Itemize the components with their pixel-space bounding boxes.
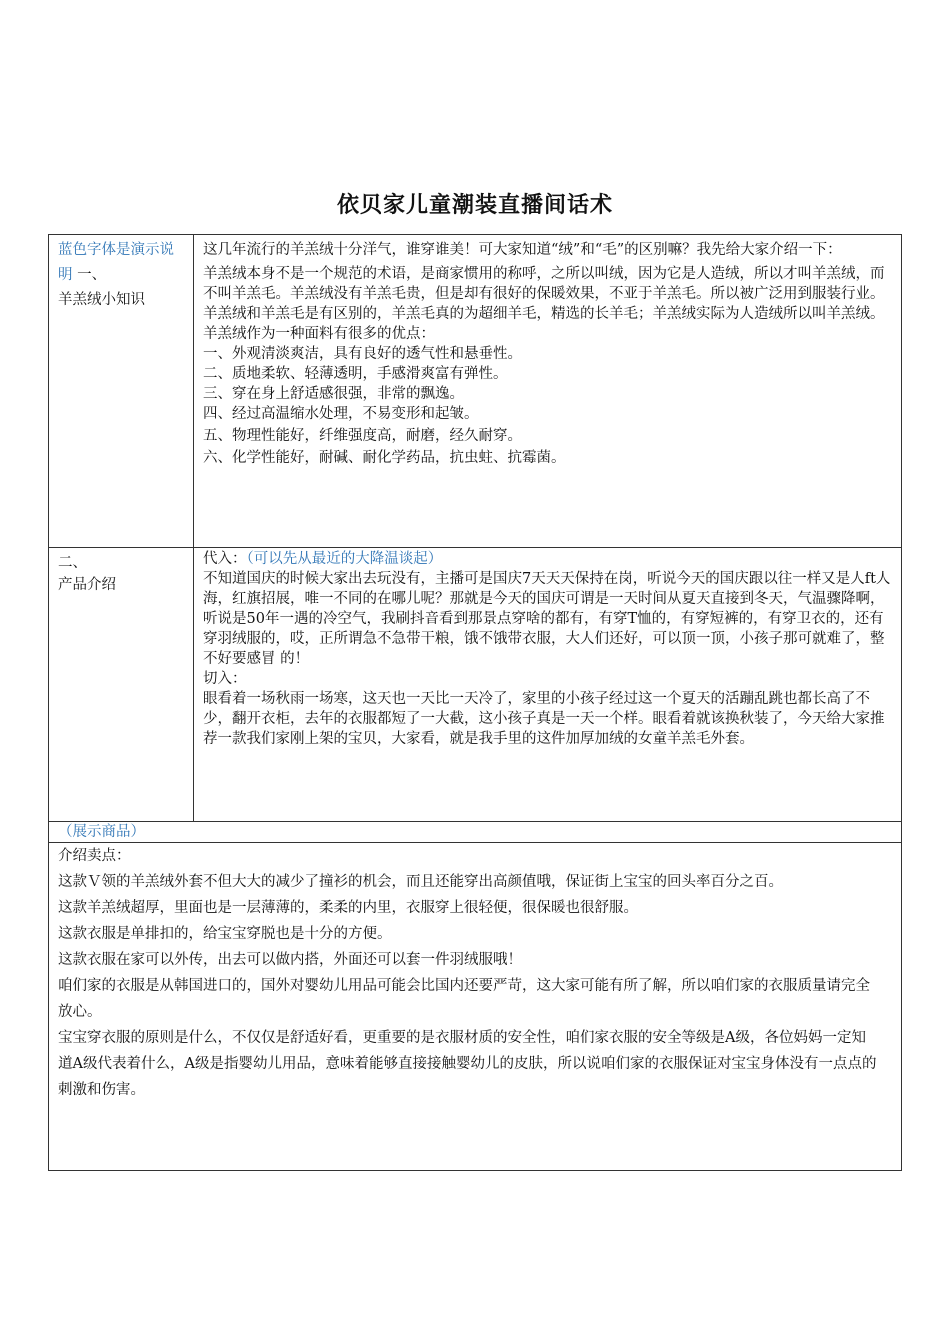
column-divider (193, 234, 194, 821)
row-divider-3 (48, 842, 902, 843)
row1-label-title: 羊羔绒小知识 (58, 292, 145, 308)
row1-paragraph: 羊羔绒作为一种面料有很多的优点： (203, 326, 435, 342)
row1-list-item: 三、穿在身上舒适感很强，非常的飘逸。 (203, 386, 464, 402)
row4-paragraph: 这款衣服在家可以外传，出去可以做内搭，外面还可以套一件羽绒服哦！ (58, 952, 522, 968)
row1-list-item: 一、外观清淡爽洁，具有良好的透气性和悬垂性。 (203, 346, 522, 362)
row4-paragraph: 咱们家的衣服是从韩国进口的，国外对婴幼儿用品可能会比国内还要严苛，这大家可能有所了解，所以咱们家的衣服质量请完全放心。 (58, 978, 870, 1020)
row1-label (58, 238, 184, 313)
row4-paragraph: 这款羊羔绒超厚，里面也是一层薄薄的，柔柔的内里，衣服穿上很轻便，很保暖也很舒服。 (58, 900, 638, 916)
row4-content (58, 845, 878, 1103)
row-divider-1 (48, 547, 902, 548)
row1-label-number: 一、 (72, 267, 107, 283)
row2-label (58, 552, 184, 596)
row2-paragraph: 不知道国庆的时候大家出去玩没有，主播可是国庆7天天天保持在岗，听说今天的国庆跟以往一样又是人ft人海，红旗招展，唯一不同的在哪儿呢？那就是今天的国庆可谓是一天时间从夏天直接到冬天，气温骤降啊，听说是50年一遇的冷空气，我刷抖音看到那景点穿啥的都有，有穿T恤的，有穿短裤的，有穿卫衣的，还有穿羽绒服的，哎，正所谓急不急带干粮，饿不饿带衣服，大人们还好，可以顶一顶，小孩子那可就难了，整不好要感冒 的！ (203, 571, 891, 667)
row2-paragraph: 眼看着一场秋雨一场寒，这天也一天比一天冷了，家里的小孩子经过这一个夏天的活蹦乱跳也都长高了不少，翻开衣柜，去年的衣服都短了一大截，这小孩子真是一天一个样。眼看着就该换秋装了，今天给大家推荐一款我们家刚上架的宝贝，大家看，就是我手里的这件加厚加绒的女童羊羔毛外套。 (203, 691, 885, 747)
row1-paragraph: 羊羔绒本身不是一个规范的术语，是商家惯用的称呼，之所以叫绒，因为它是人造绒，所以才叫羊羔绒，而不叫羊羔毛。羊羔绒没有羊羔毛贵，但是却有很好的保暖效果，不亚于羊羔毛。所以被广泛用到服装行业。 (203, 266, 885, 302)
row1-list-item: 五、物理性能好，纤维强度高，耐磨，经久耐穿。 (203, 428, 522, 444)
row1-label-note: 蓝色字体是演示说明 (58, 242, 174, 283)
row1-paragraph: 这几年流行的羊羔绒十分洋气，谁穿谁美！可大家知道“绒”和“毛”的区别嘛？我先给大家介绍一下： (203, 242, 842, 258)
row2-cut-label: 切入： (203, 671, 247, 687)
row1-list-item: 二、质地柔软、轻薄透明，手感滑爽富有弹性。 (203, 366, 508, 382)
row4-paragraph: 这款衣服是单排扣的，给宝宝穿脱也是十分的方便。 (58, 926, 392, 942)
row2-intro-label: 代入： (203, 551, 247, 567)
row2-label-title: 产品介绍 (58, 577, 116, 593)
row2-label-number: 二、 (58, 555, 87, 571)
row2-content (203, 549, 895, 749)
row4-heading: 介绍卖点： (58, 848, 131, 864)
row3-note: （展示商品） (58, 824, 145, 840)
page-title: 依贝家儿童潮装直播间话术 (336, 193, 613, 218)
row2-intro-note: （可以先从最近的大降温谈起） (246, 551, 443, 567)
row2-intro-line (203, 549, 895, 569)
row1-content (203, 240, 895, 468)
row4-paragraph: 宝宝穿衣服的原则是什么，不仅仅是舒适好看，更重要的是衣服材质的安全性，咱们家衣服的安全等级是A级，各位妈妈一定知道A级代表着什么，A级是指婴幼儿用品，意味着能够直接接触婴幼儿的皮肤，所以说咱们家的衣服保证对宝宝身体没有一点点的刺激和伤害。 (58, 1030, 877, 1098)
row1-list-item: 四、经过高温缩水处理，不易变形和起皱。 (203, 406, 479, 422)
row1-paragraph: 羊羔绒和羊羔毛是有区别的，羊羔毛真的为超细羊毛，精选的长羊毛；羊羔绒实际为人造绒所以叫羊羔绒。 (203, 306, 885, 322)
row1-list-item: 六、化学性能好，耐碱、耐化学药品，抗虫蛀、抗霉菌。 (203, 450, 566, 466)
row4-paragraph: 这款Ｖ领的羊羔绒外套不但大大的减少了撞衫的机会，而且还能穿出高颜值哦，保证街上宝宝的回头率百分之百。 (58, 874, 783, 890)
